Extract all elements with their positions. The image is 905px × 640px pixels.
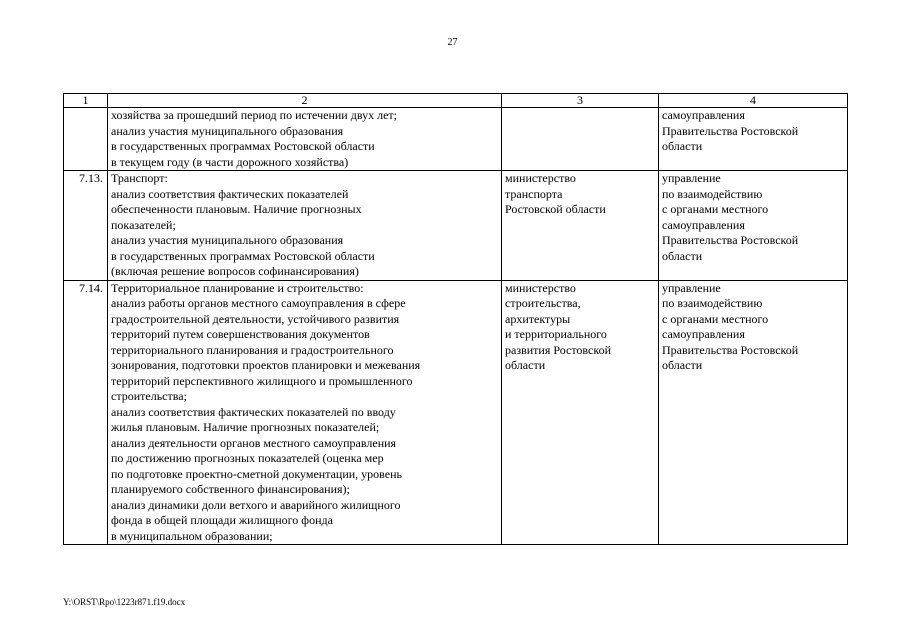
text-line: архитектуры xyxy=(505,311,571,326)
text-line: Территориальное планирование и строительство: xyxy=(111,280,364,295)
text-line: Правительства Ростовской xyxy=(662,123,799,138)
text-line: самоуправления xyxy=(662,327,745,341)
table-row xyxy=(64,108,848,171)
text-line: самоуправления xyxy=(662,108,745,122)
table-header-row xyxy=(64,94,848,108)
header-cell-1: 1 xyxy=(64,94,108,108)
header-cell-2: 2 xyxy=(108,94,502,108)
text-line: управление xyxy=(662,280,721,295)
text-line: анализ участия муниципального образования xyxy=(111,123,344,138)
text-line: в государственных программах Ростовской области xyxy=(111,248,375,263)
text-line: зонирования, подготовки проектов планировки и межевания xyxy=(111,358,421,372)
text-line: анализ соответствия фактических показателей по вводу xyxy=(111,404,396,419)
row-number xyxy=(64,108,108,171)
responsible-cell xyxy=(502,108,659,171)
text-line: развития Ростовской xyxy=(505,342,611,357)
text-line: по подготовке проектно-сметной документации, уровень xyxy=(111,466,402,481)
text-line: с органами местного xyxy=(662,311,769,326)
text-line: градостроительной деятельности, устойчивого развития xyxy=(111,311,400,326)
text-line: фонда в общей площади жилищного фонда xyxy=(111,513,333,527)
text-line: области xyxy=(505,358,546,372)
text-line: области xyxy=(662,358,703,372)
row-number: 7.14. xyxy=(64,280,108,545)
text-line: анализ участия муниципального образования xyxy=(111,233,344,247)
header-cell-3: 3 xyxy=(502,94,659,108)
file-path-footer: Y:\ORST\Rpo\1223r871.f19.docx xyxy=(63,597,186,607)
text-line: Транспорт: xyxy=(111,171,168,185)
activity-cell xyxy=(108,171,502,281)
header-cell-4: 4 xyxy=(659,94,848,108)
text-line: анализ соответствия фактических показателей xyxy=(111,186,349,201)
text-line: (включая решение вопросов софинансирования) xyxy=(111,264,359,278)
text-line: по достижению прогнозных показателей (оценка мер xyxy=(111,451,384,465)
responsible-cell xyxy=(502,171,659,281)
responsible-cell xyxy=(502,280,659,545)
table-row xyxy=(64,280,848,545)
activity-cell xyxy=(108,280,502,545)
text-line: планируемого собственного финансирования); xyxy=(111,482,350,496)
text-line: строительства, xyxy=(505,296,581,310)
row-number: 7.13. xyxy=(64,171,108,281)
activity-cell xyxy=(108,108,502,171)
text-line: и территориального xyxy=(505,327,607,341)
text-line: области xyxy=(662,139,703,153)
text-line: анализ динамики доли ветхого и аварийного жилищного xyxy=(111,497,401,512)
coexecutor-cell xyxy=(659,171,848,281)
text-line: анализ работы органов местного самоуправления в сфере xyxy=(111,296,406,310)
text-line: управление xyxy=(662,171,721,185)
text-line: территориального планирования и градостроительного xyxy=(111,342,394,357)
text-line: в текущем году (в части дорожного хозяйства) xyxy=(111,154,349,169)
coexecutor-cell xyxy=(659,108,848,171)
text-line: области xyxy=(662,248,703,263)
text-line: показателей; xyxy=(111,217,176,232)
text-line: самоуправления xyxy=(662,217,745,232)
document-table xyxy=(63,93,848,545)
text-line: министерство xyxy=(505,280,576,295)
text-line: хозяйства за прошедший период по истечении двух лет; xyxy=(111,108,397,122)
text-line: министерство xyxy=(505,171,576,185)
text-line: с органами местного xyxy=(662,202,769,216)
text-line: Ростовской области xyxy=(505,202,606,216)
text-line: Правительства Ростовской xyxy=(662,233,799,247)
text-line: в муниципальном образовании; xyxy=(111,528,273,543)
text-line: территорий перспективного жилищного и промышленного xyxy=(111,373,413,388)
page-number: 27 xyxy=(447,37,458,48)
text-line: территорий путем совершенствования документов xyxy=(111,327,370,341)
table-row xyxy=(64,171,848,281)
text-line: Правительства Ростовской xyxy=(662,342,799,357)
text-line: жилья плановым. Наличие прогнозных показателей; xyxy=(111,420,380,434)
text-line: анализ деятельности органов местного самоуправления xyxy=(111,435,397,450)
text-line: по взаимодействию xyxy=(662,296,763,310)
coexecutor-cell xyxy=(659,280,848,545)
text-line: обеспеченности плановым. Наличие прогнозных xyxy=(111,202,362,216)
text-line: транспорта xyxy=(505,186,563,201)
text-line: строительства; xyxy=(111,389,187,403)
text-line: по взаимодействию xyxy=(662,186,763,201)
text-line: в государственных программах Ростовской области xyxy=(111,139,375,153)
